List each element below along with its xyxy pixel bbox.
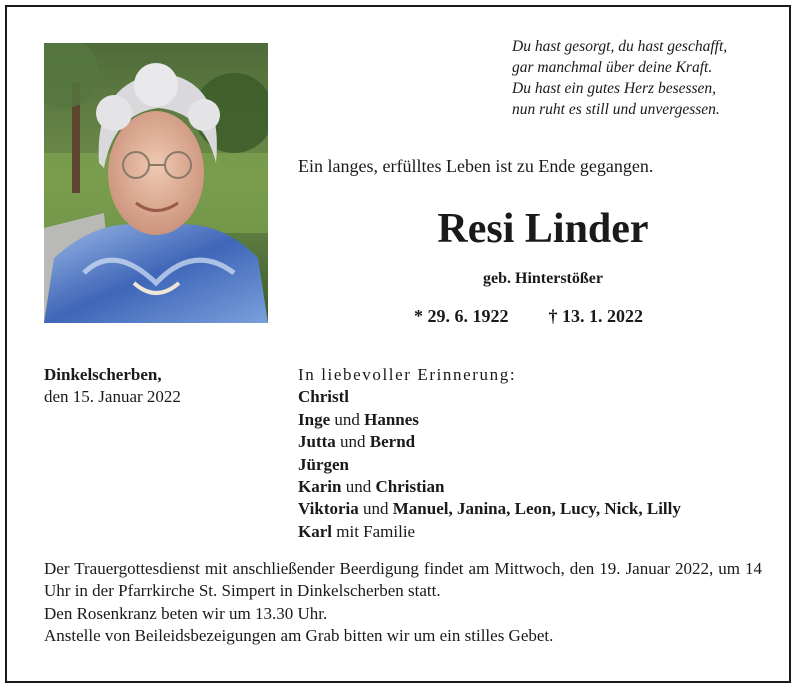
mourner-name: Viktoria	[298, 499, 359, 519]
poem	[512, 36, 782, 120]
service-info	[44, 558, 762, 648]
memorial-list	[298, 364, 681, 543]
mourner-name: Bernd	[369, 432, 416, 452]
mourner-row	[298, 521, 681, 543]
deceased-name: Resi Linder	[437, 206, 649, 252]
mourner-row	[298, 386, 681, 408]
mourner-row	[298, 498, 681, 520]
poem-line: nun ruht es still und unvergessen.	[512, 101, 720, 118]
joiner: und	[330, 409, 365, 429]
notice-date: den 15. Januar 2022	[44, 387, 181, 406]
life-dates	[414, 306, 643, 327]
poem-line: gar manchmal über deine Kraft.	[512, 59, 713, 76]
joiner: und	[335, 432, 370, 452]
mourner-name: Christian	[375, 477, 445, 497]
death-date: † 13. 1. 2022	[548, 306, 643, 326]
mourner-name: Inge	[298, 409, 331, 429]
request-text: Anstelle von Beileidsbezeigungen am Grab bitten wir um ein stilles Gebet.	[44, 626, 554, 646]
mourner-name: Jürgen	[298, 454, 349, 474]
town: Dinkelscherben,	[44, 365, 162, 384]
joiner: und	[358, 499, 393, 519]
mourner-name: Karl	[298, 521, 332, 541]
mourner-name: Karin	[298, 477, 342, 497]
memorial-heading: In liebevoller Erinnerung:	[298, 365, 517, 384]
poem-line: Du hast ein gutes Herz besessen,	[512, 80, 717, 97]
mourner-name: Hannes	[364, 409, 419, 429]
place-date	[44, 364, 181, 408]
rosary-text: Den Rosenkranz beten wir um 13.30 Uhr.	[44, 603, 328, 623]
birth-name: geb. Hinterstößer	[483, 270, 603, 287]
mourner-row	[298, 431, 681, 453]
intro-text: Ein langes, erfülltes Leben ist zu Ende gegangen.	[298, 156, 654, 176]
birth-date: * 29. 6. 1922	[414, 306, 509, 326]
mourner-name: Jutta	[298, 432, 336, 452]
joiner: und	[341, 477, 376, 497]
service-text: Der Trauergottesdienst mit anschließender Beerdigung findet am Mittwoch, den 19. Januar 2022, um 14 Uhr in der Pfarrkirche St. Simpert in Dinkelscherben statt.	[44, 559, 762, 601]
mourner-row	[298, 409, 681, 431]
mourner-row	[298, 454, 681, 476]
mourner-name: Christl	[298, 387, 349, 407]
mourner-name: Manuel, Janina, Leon, Lucy, Nick, Lilly	[392, 499, 681, 519]
joiner: mit Familie	[332, 521, 416, 541]
portrait-photo	[44, 43, 268, 323]
poem-line: Du hast gesorgt, du hast geschafft,	[512, 38, 728, 55]
mourner-row	[298, 476, 681, 498]
